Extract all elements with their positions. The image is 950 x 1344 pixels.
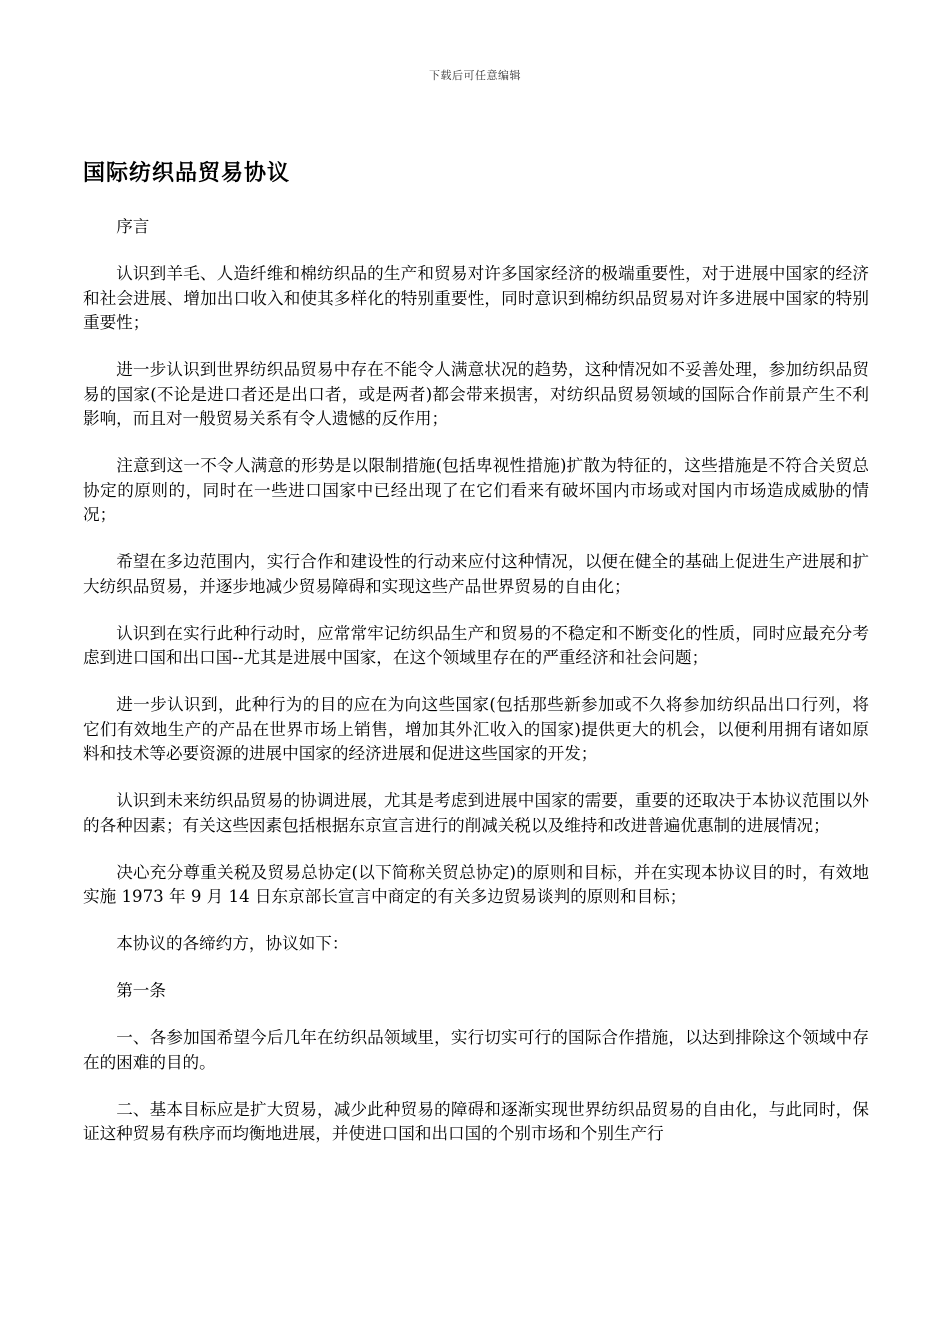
document-title: 国际纺织品贸易协议 [83, 161, 291, 186]
paragraph: 认识到羊毛、人造纤维和棉纺织品的生产和贸易对许多国家经济的极端重要性，对于进展中国家的经济和社会进展、增加出口收入和使其多样化的特别重要性，同时意识到棉纺织品贸易对许多进展中国家的特别重要性； [83, 264, 869, 332]
paragraph: 希望在多边范围内，实行合作和建设性的行动来应付这种情况，以便在健全的基础上促进生产进展和扩大纺织品贸易，并逐步地减少贸易障碍和实现这些产品世界贸易的自由化； [83, 552, 869, 596]
paragraph: 进一步认识到，此种行为的目的应在为向这些国家(包括那些新参加或不久将参加纺织品出口行列，将它们有效地生产的产品在世界市场上销售，增加其外汇收入的国家)提供更大的机会，以便利用拥有诸如原料和技术等必要资源的进展中国家的经济进展和促进这些国家的开发； [83, 695, 869, 763]
paragraph: 认识到未来纺织品贸易的协调进展，尤其是考虑到进展中国家的需要，重要的还取决于本协议范围以外的各种因素；有关这些因素包括根据东京宣言进行的削减关税以及维持和改进普遍优惠制的进展情况； [83, 791, 869, 835]
preface-heading: 序言 [116, 217, 150, 236]
article-heading: 第一条 [116, 981, 166, 1000]
paragraph: 认识到在实行此种行动时，应常常牢记纺织品生产和贸易的不稳定和不断变化的性质，同时应最充分考虑到进口国和出口国--尤其是进展中国家，在这个领域里存在的严重经济和社会问题； [83, 623, 869, 667]
header-note: 下载后可任意编辑 [429, 69, 521, 82]
paragraph: 本协议的各缔约方，协议如下： [116, 934, 349, 953]
paragraph: 决心充分尊重关税及贸易总协定(以下简称关贸总协定)的原则和目标，并在实现本协议目的时，有效地实施 1973 年 9 月 14 日东京部长宣言中商定的有关多边贸易谈判的原则和目标； [83, 862, 869, 906]
document-body [83, 215, 869, 1169]
paragraph: 进一步认识到世界纺织品贸易中存在不能令人满意状况的趋势，这种情况如不妥善处理，参加纺织品贸易的国家(不论是进口者还是出口者，或是两者)都会带来损害，对纺织品贸易领域的国际合作前景产生不利影响，而且对一般贸易关系有令人遗憾的反作用； [83, 360, 869, 428]
paragraph: 注意到这一不令人满意的形势是以限制措施(包括卑视性措施)扩散为特征的，这些措施是不符合关贸总协定的原则的，同时在一些进口国家中已经出现了在它们看来有破坏国内市场或对国内市场造成威胁的情况； [83, 456, 869, 524]
paragraph: 二、基本目标应是扩大贸易，减少此种贸易的障碍和逐渐实现世界纺织品贸易的自由化，与此同时，保证这种贸易有秩序而均衡地进展，并使进口国和出口国的个别市场和个别生产行 [83, 1099, 869, 1143]
paragraph: 一、各参加国希望今后几年在纺织品领域里，实行切实可行的国际合作措施，以达到排除这个领域中存在的困难的目的。 [83, 1028, 869, 1072]
